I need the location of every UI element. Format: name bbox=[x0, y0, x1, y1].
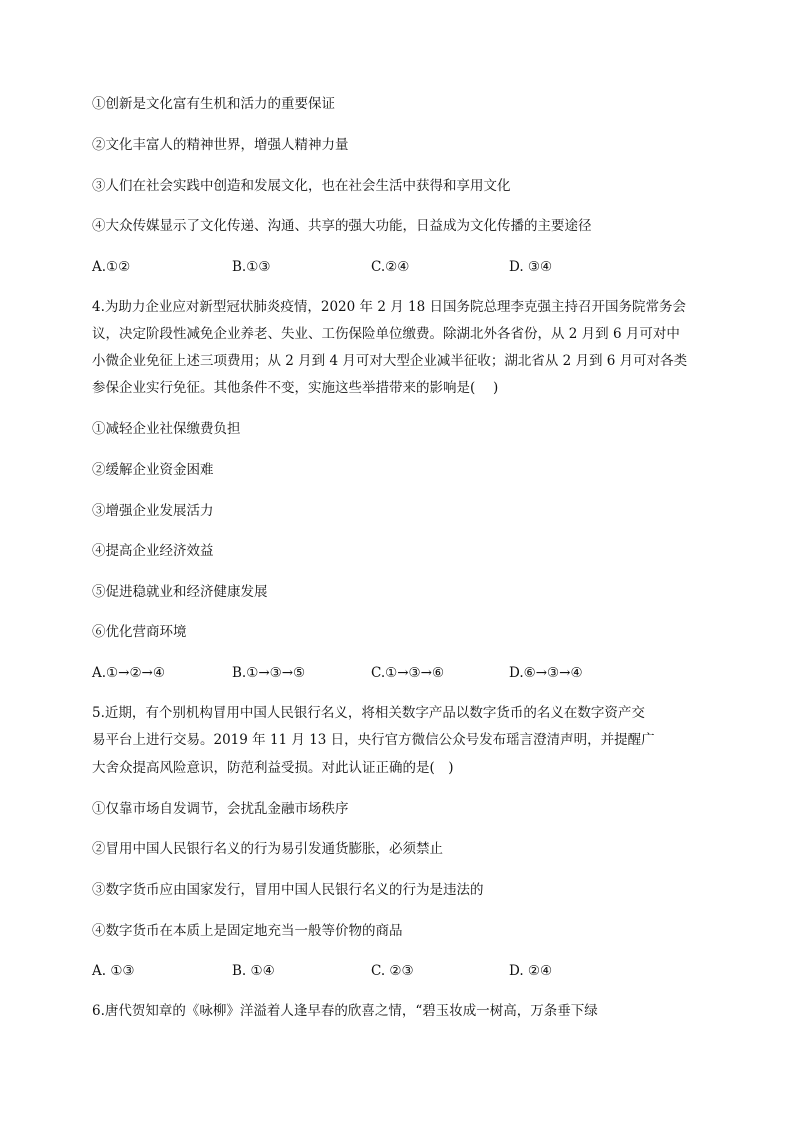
statement-1: ①减轻企业社保缴费负担 bbox=[92, 421, 241, 437]
question-stem-line: 议，决定阶段性减免企业养老、失业、工伤保险单位缴费。除湖北外各省份，从 2 月到 6 月可对中 bbox=[92, 326, 680, 342]
option-b: B.①→③→⑤ bbox=[232, 665, 306, 681]
statement-2: ②缓解企业资金困难 bbox=[92, 462, 214, 478]
statement-3: ③增强企业发展活力 bbox=[92, 503, 214, 519]
question-stem-line: 易平台上进行交易。2019 年 11 月 13 日，央行官方微信公众号发布瑶言澄清声明，并提醒广 bbox=[92, 732, 655, 748]
statement-2: ②冒用中国人民银行名义的行为易引发通货膨胀，必须禁止 bbox=[92, 841, 443, 857]
question-stem-line: 5.近期，有个别机构冒用中国人民银行名义，将相关数字产品以数字货币的名义在数字资产交 bbox=[92, 705, 645, 721]
option-b: B.①③ bbox=[232, 259, 271, 275]
statement-1: ①创新是文化富有生机和活力的重要保证 bbox=[92, 96, 335, 112]
question-stem-line: 6.唐代贺知章的《咏柳》洋溢着人逢早春的欣喜之情，“碧玉妆成一树高，万条垂下绿 bbox=[92, 1003, 598, 1019]
statement-6: ⑥优化营商环境 bbox=[92, 624, 187, 640]
option-a: A. ①③ bbox=[92, 963, 135, 979]
statement-1: ①仅靠市场自发调节，会扰乱金融市场秩序 bbox=[92, 801, 349, 817]
option-c: C. ②③ bbox=[371, 963, 414, 979]
statement-3: ③人们在社会实践中创造和发展文化，也在社会生活中获得和享用文化 bbox=[92, 178, 511, 194]
option-c: C.①→③→⑥ bbox=[371, 665, 445, 681]
statement-4: ④数字货币在本质上是固定地充当一般等价物的商品 bbox=[92, 923, 403, 939]
statement-3: ③数字货币应由国家发行，冒用中国人民银行名义的行为是违法的 bbox=[92, 882, 484, 898]
question-stem-line: 小微企业免征上述三项费用；从 2 月到 4 月可对大型企业减半征收；湖北省从 2 月到 6 月可对各类 bbox=[92, 353, 688, 369]
statement-2: ②文化丰富人的精神世界，增强人精神力量 bbox=[92, 137, 349, 153]
statement-4: ④大众传媒显示了文化传递、沟通、共享的强大功能，日益成为文化传播的主要途径 bbox=[92, 218, 592, 234]
option-c: C.②④ bbox=[371, 259, 410, 275]
statement-5: ⑤促进稳就业和经济健康发展 bbox=[92, 584, 268, 600]
option-a: A.①② bbox=[92, 259, 131, 275]
option-d: D.⑥→③→④ bbox=[509, 665, 583, 681]
question-stem-line: 参保企业实行免征。其他条件不变，实施这些举措带来的影响是( ) bbox=[92, 380, 499, 396]
question-stem-line: 4.为助力企业应对新型冠状肺炎疫情，2020 年 2 月 18 日国务院总理李克强主持召开国务院常务会 bbox=[92, 299, 686, 315]
option-a: A.①→②→④ bbox=[92, 665, 165, 681]
question-stem-line: 大舍众提高风险意识，防范利益受损。对此认证正确的是( ) bbox=[92, 760, 454, 776]
statement-4: ④提高企业经济效益 bbox=[92, 543, 214, 559]
option-b: B. ①④ bbox=[232, 963, 275, 979]
option-d: D. ③④ bbox=[509, 259, 553, 275]
option-d: D. ②④ bbox=[509, 963, 553, 979]
